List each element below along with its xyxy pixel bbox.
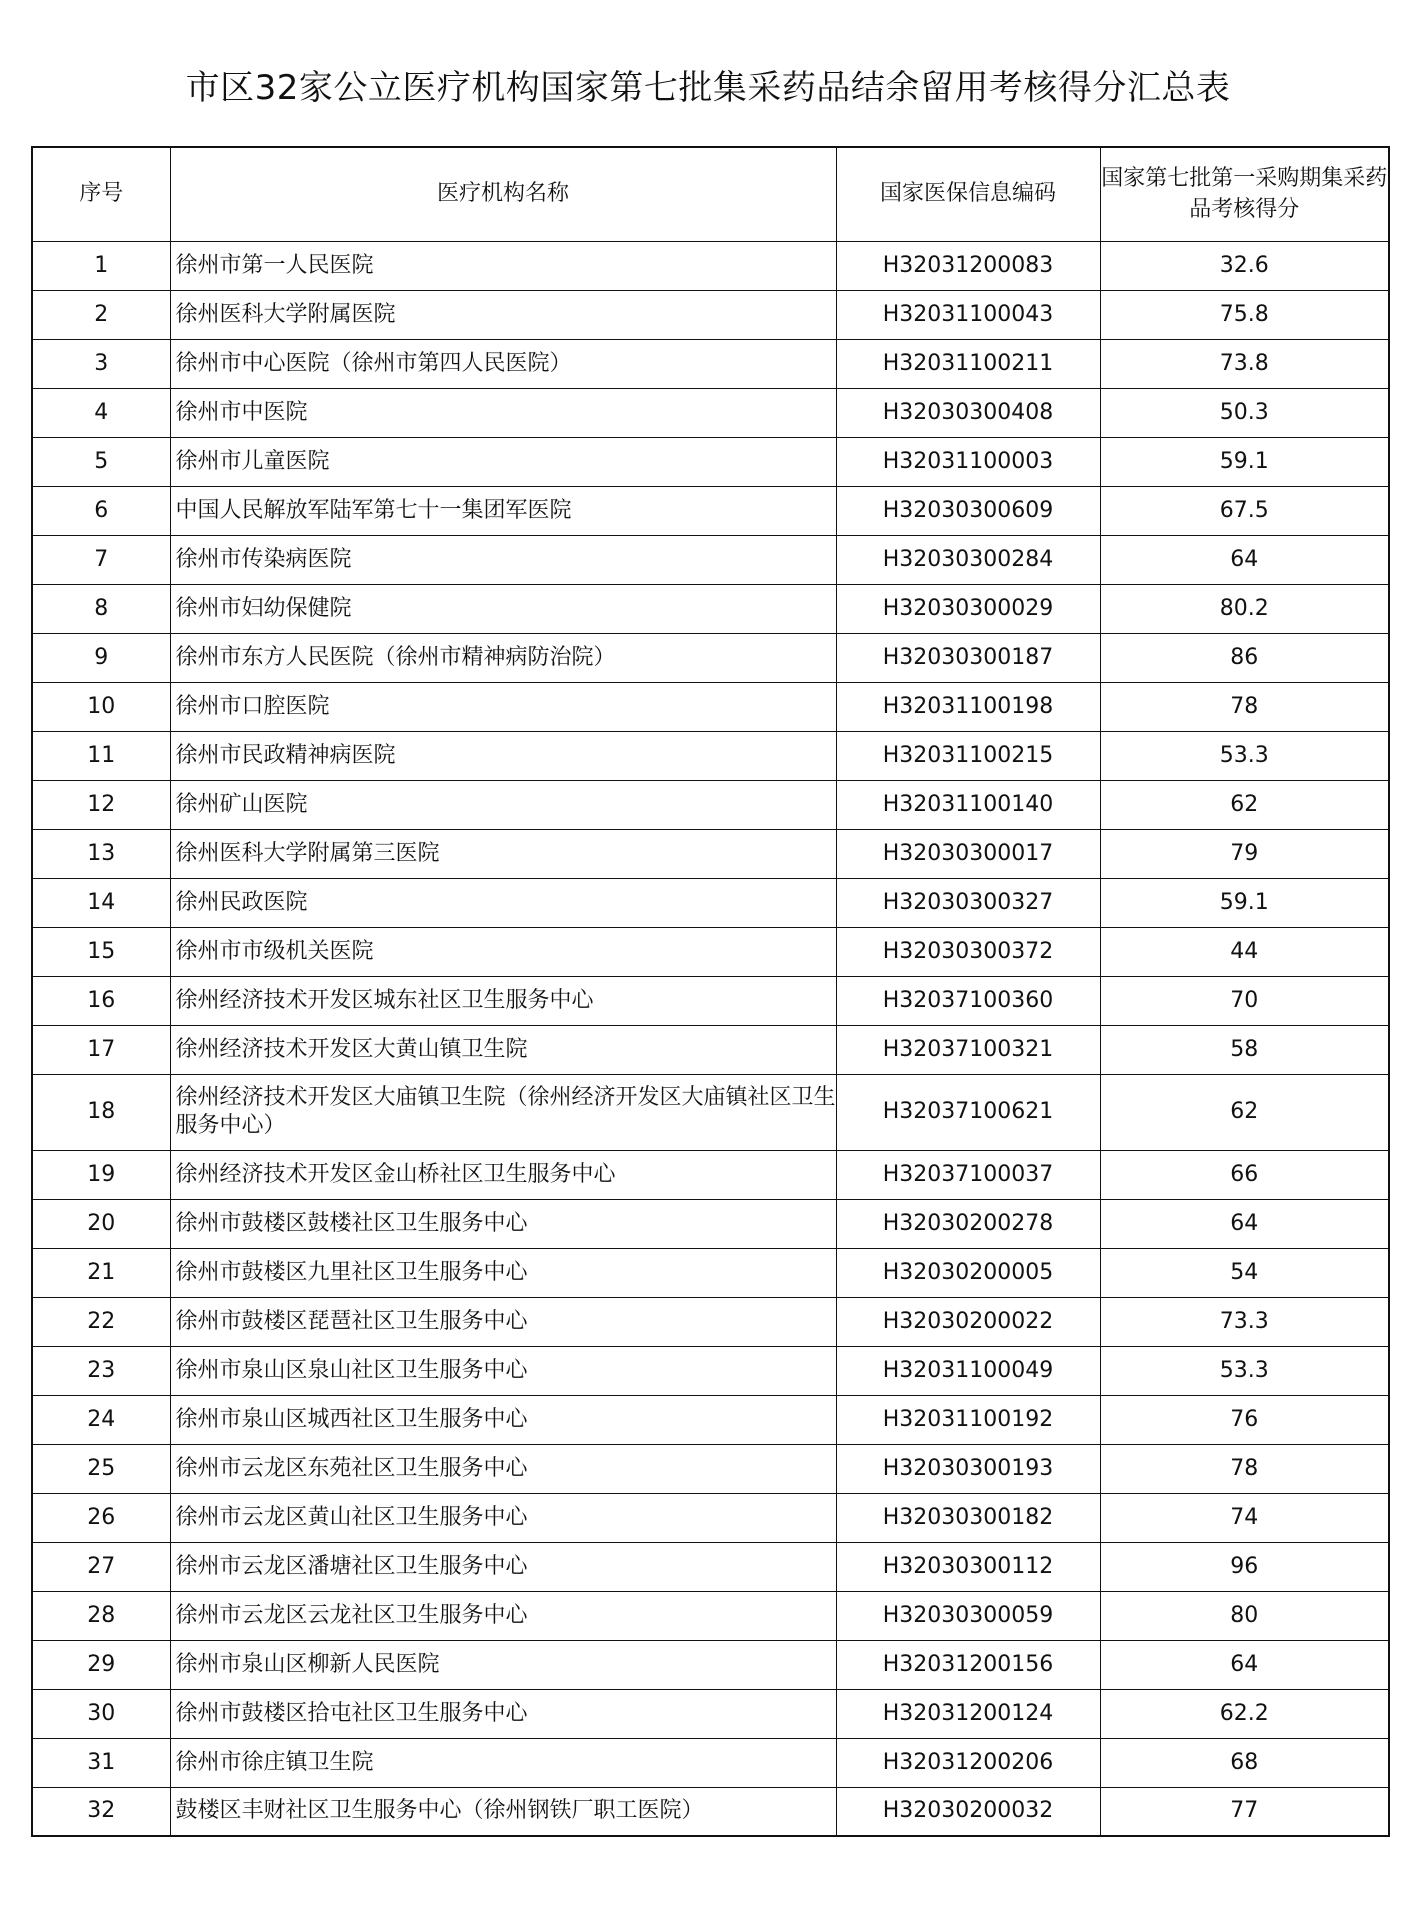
cell-institution-name: 徐州市市级机关医院 [170, 927, 836, 976]
cell-no: 22 [32, 1297, 170, 1346]
cell-score: 73.3 [1100, 1297, 1389, 1346]
cell-institution-name: 徐州市鼓楼区琵琶社区卫生服务中心 [170, 1297, 836, 1346]
cell-score: 73.8 [1100, 339, 1389, 388]
cell-score: 80 [1100, 1591, 1389, 1640]
cell-insurance-code: H32030200022 [836, 1297, 1100, 1346]
cell-insurance-code: H32037100360 [836, 976, 1100, 1025]
cell-score: 70 [1100, 976, 1389, 1025]
table-row [32, 584, 1389, 633]
cell-insurance-code: H32030300609 [836, 486, 1100, 535]
table-row [32, 1297, 1389, 1346]
table-row [32, 1025, 1389, 1074]
cell-no: 18 [32, 1074, 170, 1150]
cell-institution-name: 徐州市泉山区泉山社区卫生服务中心 [170, 1346, 836, 1395]
cell-insurance-code: H32030200005 [836, 1248, 1100, 1297]
table-body [32, 241, 1389, 1836]
cell-no: 30 [32, 1689, 170, 1738]
cell-no: 24 [32, 1395, 170, 1444]
cell-insurance-code: H32031200206 [836, 1738, 1100, 1787]
cell-institution-name: 徐州市妇幼保健院 [170, 584, 836, 633]
cell-score: 44 [1100, 927, 1389, 976]
cell-institution-name: 徐州医科大学附属第三医院 [170, 829, 836, 878]
cell-no: 27 [32, 1542, 170, 1591]
cell-no: 6 [32, 486, 170, 535]
cell-no: 23 [32, 1346, 170, 1395]
table-row [32, 780, 1389, 829]
header-no: 序号 [32, 147, 170, 241]
cell-no: 2 [32, 290, 170, 339]
cell-insurance-code: H32030300182 [836, 1493, 1100, 1542]
cell-institution-name: 徐州市泉山区城西社区卫生服务中心 [170, 1395, 836, 1444]
cell-insurance-code: H32030300112 [836, 1542, 1100, 1591]
cell-institution-name: 徐州市云龙区东苑社区卫生服务中心 [170, 1444, 836, 1493]
cell-insurance-code: H32037100321 [836, 1025, 1100, 1074]
cell-insurance-code: H32031100192 [836, 1395, 1100, 1444]
cell-no: 7 [32, 535, 170, 584]
cell-no: 3 [32, 339, 170, 388]
cell-insurance-code: H32030300017 [836, 829, 1100, 878]
cell-insurance-code: H32030200278 [836, 1199, 1100, 1248]
cell-institution-name: 徐州市云龙区黄山社区卫生服务中心 [170, 1493, 836, 1542]
cell-institution-name: 徐州市口腔医院 [170, 682, 836, 731]
cell-score: 59.1 [1100, 437, 1389, 486]
cell-score: 62 [1100, 780, 1389, 829]
cell-no: 14 [32, 878, 170, 927]
cell-institution-name: 徐州经济技术开发区城东社区卫生服务中心 [170, 976, 836, 1025]
table-row [32, 1199, 1389, 1248]
page-title: 市区32家公立医疗机构国家第七批集采药品结余留用考核得分汇总表 [185, 68, 1231, 108]
cell-insurance-code: H32031100198 [836, 682, 1100, 731]
table-row [32, 1150, 1389, 1199]
cell-no: 31 [32, 1738, 170, 1787]
cell-score: 62.2 [1100, 1689, 1389, 1738]
cell-no: 12 [32, 780, 170, 829]
cell-score: 67.5 [1100, 486, 1389, 535]
cell-insurance-code: H32031200124 [836, 1689, 1100, 1738]
cell-institution-name: 徐州市东方人民医院（徐州市精神病防治院） [170, 633, 836, 682]
cell-score: 78 [1100, 1444, 1389, 1493]
cell-insurance-code: H32031100043 [836, 290, 1100, 339]
table-row [32, 682, 1389, 731]
cell-institution-name: 徐州医科大学附属医院 [170, 290, 836, 339]
cell-score: 53.3 [1100, 731, 1389, 780]
cell-insurance-code: H32037100037 [836, 1150, 1100, 1199]
cell-no: 4 [32, 388, 170, 437]
header-name: 医疗机构名称 [170, 147, 836, 241]
cell-score: 32.6 [1100, 241, 1389, 290]
cell-insurance-code: H32030300372 [836, 927, 1100, 976]
table-row [32, 1248, 1389, 1297]
table-row [32, 1395, 1389, 1444]
table-row [32, 927, 1389, 976]
cell-insurance-code: H32030300284 [836, 535, 1100, 584]
table-row [32, 437, 1389, 486]
table-row [32, 1542, 1389, 1591]
cell-institution-name: 徐州市泉山区柳新人民医院 [170, 1640, 836, 1689]
cell-no: 9 [32, 633, 170, 682]
cell-institution-name: 中国人民解放军陆军第七十一集团军医院 [170, 486, 836, 535]
table-header-row [32, 147, 1389, 241]
cell-no: 16 [32, 976, 170, 1025]
cell-institution-name: 徐州市鼓楼区九里社区卫生服务中心 [170, 1248, 836, 1297]
cell-insurance-code: H32030300059 [836, 1591, 1100, 1640]
cell-no: 11 [32, 731, 170, 780]
cell-institution-name: 徐州经济技术开发区大庙镇卫生院（徐州经济开发区大庙镇社区卫生服务中心） [170, 1074, 836, 1150]
cell-institution-name: 徐州经济技术开发区金山桥社区卫生服务中心 [170, 1150, 836, 1199]
cell-score: 64 [1100, 1199, 1389, 1248]
cell-institution-name: 徐州市鼓楼区鼓楼社区卫生服务中心 [170, 1199, 836, 1248]
cell-insurance-code: H32030200032 [836, 1787, 1100, 1836]
cell-insurance-code: H32030300327 [836, 878, 1100, 927]
cell-no: 1 [32, 241, 170, 290]
cell-score: 64 [1100, 1640, 1389, 1689]
cell-insurance-code: H32030300029 [836, 584, 1100, 633]
cell-institution-name: 徐州市儿童医院 [170, 437, 836, 486]
table-row [32, 535, 1389, 584]
cell-score: 80.2 [1100, 584, 1389, 633]
cell-insurance-code: H32030300408 [836, 388, 1100, 437]
cell-institution-name: 徐州市中心医院（徐州市第四人民医院） [170, 339, 836, 388]
cell-score: 66 [1100, 1150, 1389, 1199]
cell-insurance-code: H32037100621 [836, 1074, 1100, 1150]
score-table [31, 146, 1390, 1837]
cell-score: 79 [1100, 829, 1389, 878]
cell-no: 19 [32, 1150, 170, 1199]
cell-score: 58 [1100, 1025, 1389, 1074]
cell-score: 86 [1100, 633, 1389, 682]
cell-institution-name: 徐州市云龙区云龙社区卫生服务中心 [170, 1591, 836, 1640]
cell-institution-name: 徐州市传染病医院 [170, 535, 836, 584]
cell-score: 59.1 [1100, 878, 1389, 927]
cell-institution-name: 徐州市中医院 [170, 388, 836, 437]
cell-institution-name: 徐州市徐庄镇卫生院 [170, 1738, 836, 1787]
cell-score: 64 [1100, 535, 1389, 584]
table-row [32, 241, 1389, 290]
cell-no: 28 [32, 1591, 170, 1640]
cell-insurance-code: H32031100049 [836, 1346, 1100, 1395]
table-row [32, 1346, 1389, 1395]
cell-institution-name: 徐州矿山医院 [170, 780, 836, 829]
cell-institution-name: 鼓楼区丰财社区卫生服务中心（徐州钢铁厂职工医院） [170, 1787, 836, 1836]
table-row [32, 1640, 1389, 1689]
table-row [32, 388, 1389, 437]
cell-no: 5 [32, 437, 170, 486]
cell-no: 15 [32, 927, 170, 976]
cell-no: 32 [32, 1787, 170, 1836]
cell-score: 77 [1100, 1787, 1389, 1836]
cell-insurance-code: H32031100211 [836, 339, 1100, 388]
cell-insurance-code: H32031100003 [836, 437, 1100, 486]
cell-no: 26 [32, 1493, 170, 1542]
cell-no: 25 [32, 1444, 170, 1493]
table-row [32, 878, 1389, 927]
cell-insurance-code: H32031100215 [836, 731, 1100, 780]
cell-no: 10 [32, 682, 170, 731]
cell-institution-name: 徐州民政医院 [170, 878, 836, 927]
table-row [32, 1444, 1389, 1493]
cell-institution-name: 徐州市鼓楼区拾屯社区卫生服务中心 [170, 1689, 836, 1738]
table-row [32, 976, 1389, 1025]
cell-score: 78 [1100, 682, 1389, 731]
cell-no: 21 [32, 1248, 170, 1297]
table-row [32, 829, 1389, 878]
cell-insurance-code: H32030300193 [836, 1444, 1100, 1493]
table-row [32, 1493, 1389, 1542]
cell-insurance-code: H32031200156 [836, 1640, 1100, 1689]
cell-score: 75.8 [1100, 290, 1389, 339]
table-row [32, 633, 1389, 682]
cell-no: 8 [32, 584, 170, 633]
cell-score: 74 [1100, 1493, 1389, 1542]
cell-no: 13 [32, 829, 170, 878]
cell-institution-name: 徐州市云龙区潘塘社区卫生服务中心 [170, 1542, 836, 1591]
table-row [32, 290, 1389, 339]
cell-no: 20 [32, 1199, 170, 1248]
cell-institution-name: 徐州经济技术开发区大黄山镇卫生院 [170, 1025, 836, 1074]
table-row [32, 1074, 1389, 1150]
header-code: 国家医保信息编码 [836, 147, 1100, 241]
cell-no: 17 [32, 1025, 170, 1074]
cell-insurance-code: H32031100140 [836, 780, 1100, 829]
cell-insurance-code: H32031200083 [836, 241, 1100, 290]
cell-score: 62 [1100, 1074, 1389, 1150]
table-row [32, 731, 1389, 780]
cell-score: 76 [1100, 1395, 1389, 1444]
cell-score: 96 [1100, 1542, 1389, 1591]
table-row [32, 1689, 1389, 1738]
cell-institution-name: 徐州市第一人民医院 [170, 241, 836, 290]
cell-insurance-code: H32030300187 [836, 633, 1100, 682]
table-row [32, 486, 1389, 535]
cell-score: 53.3 [1100, 1346, 1389, 1395]
table-row [32, 1738, 1389, 1787]
cell-institution-name: 徐州市民政精神病医院 [170, 731, 836, 780]
cell-score: 50.3 [1100, 388, 1389, 437]
cell-score: 54 [1100, 1248, 1389, 1297]
cell-no: 29 [32, 1640, 170, 1689]
cell-score: 68 [1100, 1738, 1389, 1787]
table-row [32, 339, 1389, 388]
table-row [32, 1787, 1389, 1836]
table-row [32, 1591, 1389, 1640]
header-score: 国家第七批第一采购期集采药品考核得分 [1100, 147, 1389, 241]
